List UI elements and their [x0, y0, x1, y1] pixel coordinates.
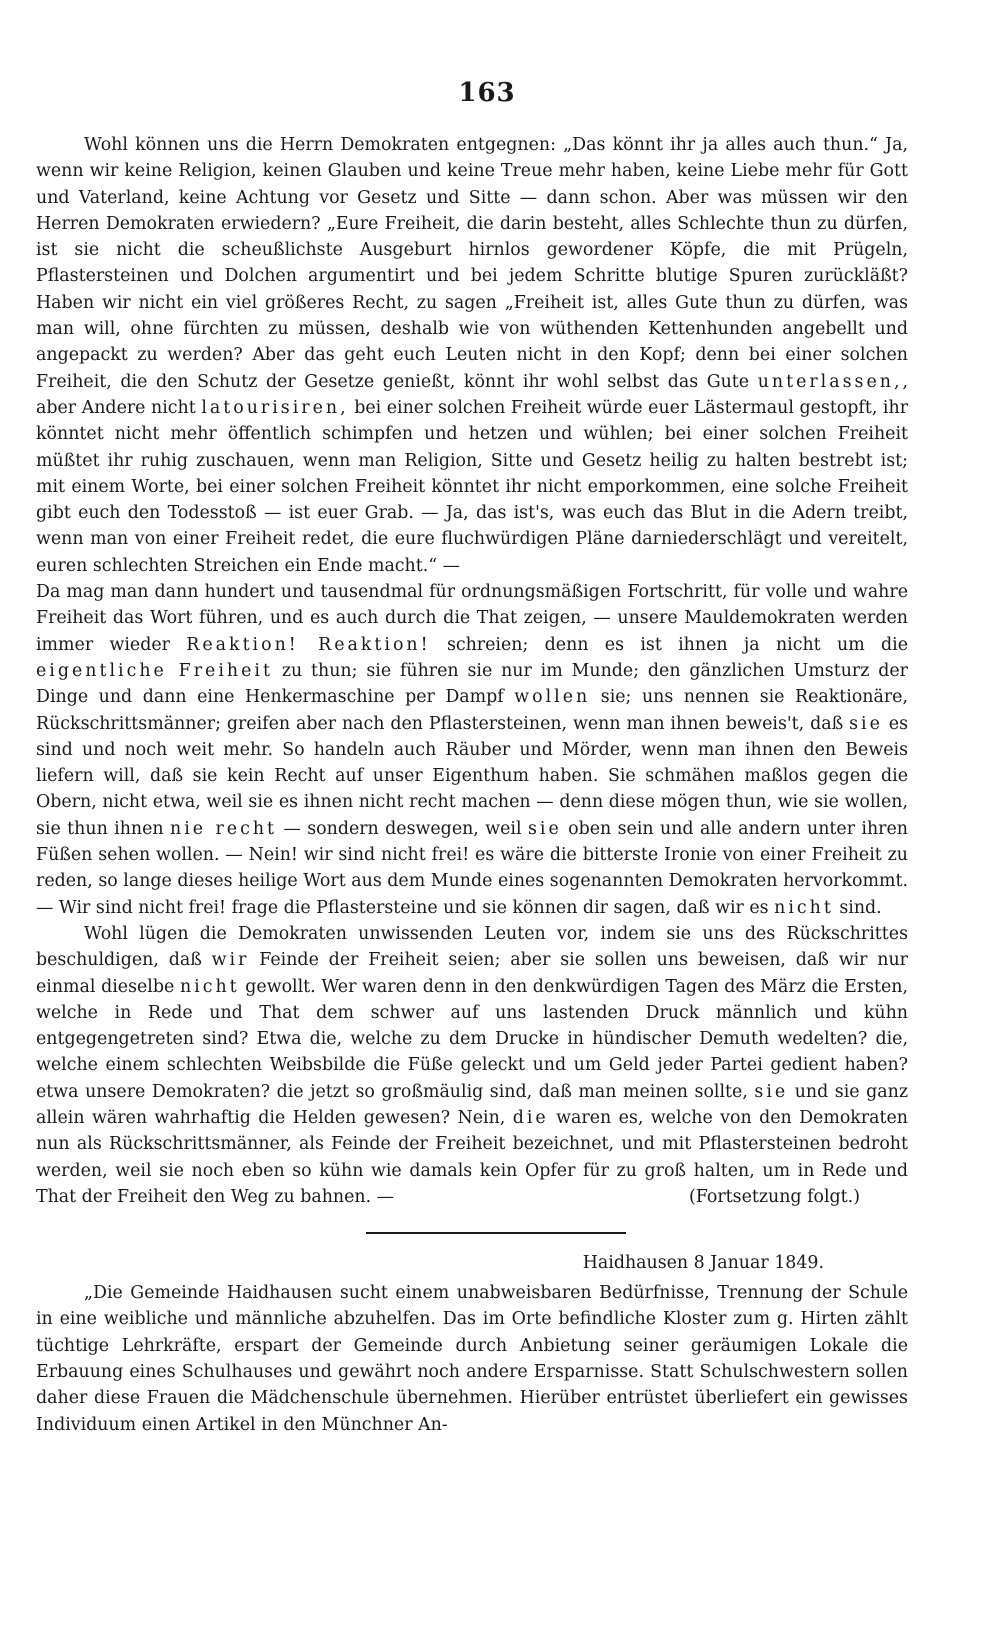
emphasized-text: nie recht	[170, 818, 278, 839]
emphasized-text: unterlassen,	[757, 371, 903, 392]
section-divider	[366, 1232, 626, 1234]
paragraph-text: Aber das geht euch Leuten nicht in den Kopf; denn bei einer solchen Freiheit, die den Schutz der Gesetze genießt, könnt ihr wohl selbst das Gute	[36, 345, 908, 392]
paragraph-text: bei einer solchen Freiheit würde euer Lästermaul gestopft, ihr könntet nicht mehr öffentlich schimpfen und hetzen und wühlen; bei einer solchen Freiheit müßtet ihr ruhig zuschauen, wenn man Religion, Sitte und Gesetz heilig zu halten bestrebt ist; mit einem Worte, bei einer solchen Freiheit könntet ihr nicht emporkommen, eine solche Freiheit gibt euch den Todesstoß — ist euer Grab. — Ja, das ist's, was euch das Blut in die Adern treibt, wenn man von einer Freiheit redet, die eure fluchwürdigen Pläne darniederschlägt und vereitelt, euren schlechten Streichen ein Ende macht.“ —	[36, 397, 909, 576]
paragraph-text: es sind und noch weit mehr. So handeln auch Räuber und Mörder, wenn man ihnen den Beweis liefern will, daß sie kein Recht auf unser Eigenthum haben. Sie schmähen maßlos gegen die Obern, nicht etwa, weil sie es ihnen nicht recht machen — denn diese mögen thun, wie sie wollen, sie thun ihnen	[36, 713, 909, 839]
emphasized-text: Reaktion! Reaktion!	[186, 634, 431, 655]
emphasized-text: wir	[211, 950, 250, 971]
emphasized-text: eigentliche Freiheit	[36, 660, 273, 681]
emphasized-text: die	[512, 1107, 549, 1128]
paragraph-text: Da mag man dann hundert und tausendmal für ordnungsmäßigen Fortschritt, für volle und wahre Freiheit das Wort führen, und es auch durch die That zeigen, — unsere Mauldemokraten werden immer wieder	[36, 582, 908, 655]
paragraph-text: Wohl können uns die Herrn Demokraten entgegnen: „Das könnt ihr ja alles auch thun.“ Ja, wenn wir keine Religion, keinen Glauben und keine Treue mehr haben, keine Liebe mehr für Gott und Vaterland, keine Achtung vor Gesetz und Sitte — dann schon. Aber was müssen wir den Herren Demokraten erwiedern? „Eure Freiheit, die darin besteht, alles Schlechte thun zu dürfen, ist sie nicht die scheußlichste Ausgeburt hirnlos gewordener Köpfe, die mit Prügeln, Pflastersteinen und Dolchen argumentirt und bei jedem Schritte blutige Spuren zurückläßt? Haben wir nicht ein viel größeres Recht, zu sagen „Freiheit ist, alles Gute thun zu dürfen, was man will, ohne fürchten zu müssen, deshalb wie von wüthenden Kettenhunden angebellt und angepackt zu werden?	[36, 135, 908, 366]
paragraph-text: aber Andere nicht	[36, 397, 196, 418]
page-number: 163	[458, 78, 516, 108]
paragraph-text: sie; uns nennen sie Reaktionäre, Rückschrittsmänner; greifen aber nach den Pflastersteinen, wenn man ihnen beweis't, daß	[36, 687, 909, 734]
paragraph-text: waren es, welche von den Demokraten nun als Rückschrittsmänner, als Feinde der Freiheit bezeichnet, und mit Pflastersteinen bedroht werden, weil sie noch eben so kühn wie damals kein Opfer für zu groß halten, um in Rede und That der Freiheit den Weg zu bahnen. —	[36, 1107, 909, 1207]
paragraph-text: zu thun; sie führen sie nur im Munde; den gänzlichen Umsturz der Dinge und dann eine Henkermaschine per Dampf	[36, 660, 908, 708]
paragraph-text: Feinde der Freiheit seien; aber sie sollen uns beweisen, daß wir nur einmal dieselbe	[36, 950, 908, 997]
paragraph-text: oben sein und alle andern unter ihren Füßen sehen wollen. — Nein! wir sind nicht frei! es wäre die bitterste Ironie von einer Freiheit zu reden, so lange dieses heilige Wort aus dem Munde eines sogenannten Demokraten hervorkommt. — Wir sind nicht frei! frage die Pflastersteine und sie können dir sagen, daß wir es	[36, 818, 908, 918]
emphasized-text: latourisiren,	[201, 397, 349, 418]
paragraph-text: Wohl lügen die Demokraten unwissenden Leuten vor, indem sie uns des Rückschrittes beschuldigen, daß	[36, 923, 908, 971]
paragraph-text: gewollt. Wer waren denn in den denkwürdigen Tagen des März die Ersten, welche in Rede und That dem schwer auf uns lastenden Druck männlich und kühn entgegengetreten sind? Etwa die, welche zu dem Drucke in hündischer Demuth wedelten? die, welche einem schlechten Weibsbilde die Füße geleckt und um Geld jeder Partei gedient haben? etwa unsere Demokraten? die jetzt so großmäulig sind, daß man meinen sollte,	[36, 976, 909, 1102]
paragraph-text: sind.	[839, 897, 882, 918]
article-paragraph-1: Wohl können uns die Herrn Demokraten entgegnen: „Das könnt ihr ja alles auch thun.“ Ja, wenn wir keine Religion, keinen Glauben und keine Treue mehr haben, keine Liebe mehr für Gott und Vaterland, keine Achtung vor Gesetz und Sitte — dann schon. Aber was müssen wir den Herren Demokraten erwiedern? „Eure Freiheit, die darin besteht, alles Schlechte thun zu dürfen, ist sie nicht die scheußlichste Ausgeburt hirnlos gewordener Köpfe, die mit Prügeln, Pflastersteinen und Dolchen argumentirt und bei jedem Schritte blutige Spuren zurückläßt? Haben wir nicht ein viel größeres Recht, zu sagen „Freiheit ist, alles Gute thun zu dürfen, was man will, ohne fürchten zu müssen, deshalb wie von wüthenden Kettenhunden angebellt und angepackt zu werden? Aber das geht euch Leuten nicht in den Kopf; denn bei einer solchen Freiheit, die den Schutz der Gesetze genießt, könnt ihr wohl selbst das Gute unterlassen,, aber Andere nicht latourisiren, bei einer solchen Freiheit würde euer Lästermaul gestopft, ihr könntet nicht mehr öffentlich schimpfen und hetzen und wühlen; bei einer solchen Freiheit müßtet ihr ruhig zuschauen, wenn man Religion, Sitte und Gesetz heilig zu halten bestrebt ist; mit einem Worte, bei einer solchen Freiheit könntet ihr nicht emporkommen, eine solche Freiheit gibt euch den Todesstoß — ist euer Grab. — Ja, das ist's, was euch das Blut in die Adern treibt, wenn man von einer Freiheit redet, die eure fluchwürdigen Pläne darniederschlägt und vereitelt, euren schlechten Streichen ein Ende macht.“ —	[36, 135, 909, 576]
emphasized-text: wollen	[514, 687, 591, 708]
report-dateline: Haidhausen 8 Januar 1849.	[582, 1253, 824, 1274]
emphasized-text: nicht	[774, 897, 834, 918]
emphasized-text: sie	[754, 1081, 789, 1102]
paragraph-text: und sie ganz allein wären wahrhaftig die Helden gewesen? Nein,	[36, 1081, 908, 1128]
emphasized-text: sie	[527, 818, 562, 839]
continued-note: (Fortsetzung folgt.)	[688, 1186, 860, 1207]
paragraph-text: schreien; denn es ist ihnen ja nicht um die	[446, 634, 908, 655]
paragraph-text: — sondern deswegen, weil	[283, 818, 522, 839]
article-paragraph-2	[36, 579, 908, 921]
report-paragraph: „Die Gemeinde Haidhausen sucht einem unabweisbaren Bedürfnisse, Trennung der Schule in eine weibliche und männliche abzuhelfen. Das im Orte befindliche Kloster zum g. Hirten zählt tüchtige Lehrkräfte, erspart der Gemeinde durch Anbietung seiner geräumigen Lokale die Erbauung eines Schulhauses und gewährt noch andere Ersparnisse. Statt Schulschwestern sollen daher diese Frauen die Mädchenschule übernehmen. Hierüber entrüstet überliefert ein gewisses Individuum einen Artikel in den Münchner An-	[36, 1283, 908, 1435]
emphasized-text: sie	[849, 713, 883, 734]
article-paragraph-3	[36, 921, 908, 1210]
emphasized-text: nicht	[179, 976, 240, 997]
newspaper-page	[36, 78, 908, 1438]
